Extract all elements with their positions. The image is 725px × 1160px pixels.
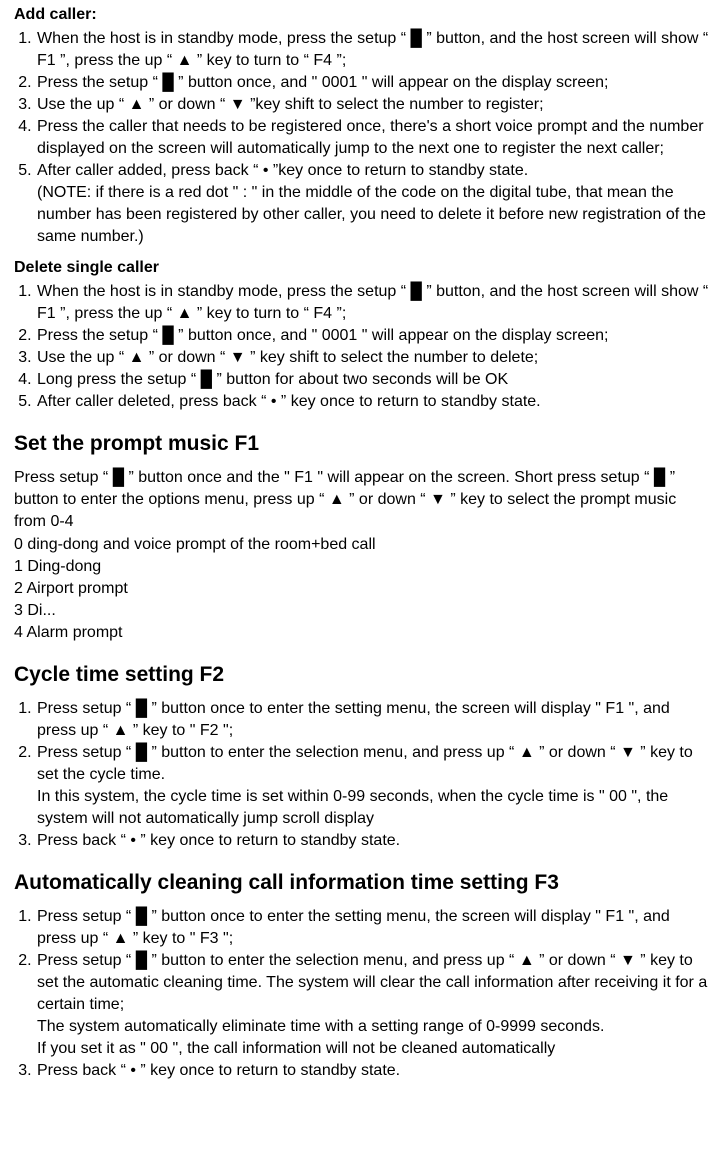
music-option: 3 Di... — [14, 602, 56, 619]
step-text: Long press the setup “ █ ” button for about two seconds will be OK — [37, 371, 509, 388]
step-text: Press the setup “ █ ” button once, and " 0001 " will appear on the display screen; — [37, 74, 609, 91]
step-item — [36, 28, 712, 72]
prompt-music-options — [14, 534, 712, 644]
step-text: Press setup “ █ ” button to enter the selection menu, and press up “ ▲ ” or down “ ▼ ” key to set the automatic cleaning time. The system will clear the call information after receiving it for a certain time; — [37, 952, 708, 1013]
section-delete-caller — [14, 257, 712, 413]
step-text: Press setup “ █ ” button once to enter the setting menu, the screen will display " F1 ", and press up “ ▲ ” key to " F2 "; — [37, 700, 670, 739]
note-paragraph: (NOTE: if there is a red dot " : " in the middle of the code on the digital tube, that mean the number has been registered by other caller, you need to delete it before new registration of the same number.) — [37, 184, 706, 245]
section-auto-clean — [14, 870, 712, 1082]
music-option: 2 Airport prompt — [14, 580, 128, 597]
cycle-time-heading: Cycle time setting F2 — [14, 663, 225, 686]
step-text: Press the setup “ █ ” button once, and " 0001 " will appear on the display screen; — [37, 327, 609, 344]
step-item — [36, 950, 712, 1060]
step-item — [36, 1060, 712, 1082]
auto-clean-heading: Automatically cleaning call information time setting F3 — [14, 871, 559, 894]
section-prompt-music — [14, 431, 712, 644]
step-text: Use the up “ ▲ ” or down “ ▼ ”key shift to select the number to register; — [37, 96, 544, 113]
prompt-music-intro: Press setup “ █ ” button once and the " F1 " will appear on the screen. Short press setup “ █ ” button to enter the options menu, press up “ ▲ ” or down “ ▼ ” key to select the prompt music from 0-4 — [14, 469, 677, 530]
step-item — [36, 160, 712, 248]
step-item — [36, 906, 712, 950]
step-item — [36, 742, 712, 830]
cycle-time-steps — [14, 698, 712, 852]
step-item — [36, 347, 712, 369]
music-option: 4 Alarm prompt — [14, 624, 123, 641]
add-caller-heading: Add caller: — [14, 6, 97, 23]
step-item — [36, 830, 712, 852]
step-item — [36, 698, 712, 742]
step-continuation: In this system, the cycle time is set within 0-99 seconds, when the cycle time is " 00 ", the system will not automatically jump scroll display — [37, 788, 669, 827]
step-continuation: If you set it as " 00 ", the call information will not be cleaned automatically — [37, 1040, 556, 1057]
step-text: Press setup “ █ ” button to enter the selection menu, and press up “ ▲ ” or down “ ▼ ” key to set the cycle time. — [37, 744, 693, 783]
delete-caller-heading: Delete single caller — [14, 259, 159, 276]
step-item — [36, 281, 712, 325]
step-item — [36, 391, 712, 413]
section-add-caller — [14, 4, 712, 248]
step-text: Use the up “ ▲ ” or down “ ▼ ” key shift to select the number to delete; — [37, 349, 539, 366]
auto-clean-steps — [14, 906, 712, 1082]
step-continuation: The system automatically eliminate time with a setting range of 0-9999 seconds. — [37, 1018, 605, 1035]
section-cycle-time — [14, 662, 712, 852]
music-option: 0 ding-dong and voice prompt of the room+bed call — [14, 536, 376, 553]
step-item — [36, 369, 712, 391]
step-text: Press back “ • ” key once to return to standby state. — [37, 832, 401, 849]
step-text: Press setup “ █ ” button once to enter the setting menu, the screen will display " F1 ", and press up “ ▲ ” key to " F3 "; — [37, 908, 670, 947]
prompt-music-heading: Set the prompt music F1 — [14, 432, 260, 455]
step-text: After caller added, press back “ • ”key once to return to standby state. — [37, 162, 529, 179]
delete-caller-steps — [14, 281, 712, 413]
step-item — [36, 94, 712, 116]
step-item — [36, 116, 712, 160]
step-text: After caller deleted, press back “ • ” key once to return to standby state. — [37, 393, 541, 410]
step-text: When the host is in standby mode, press the setup “ █ ” button, and the host screen will show “ F1 ”, press the up “ ▲ ” key to turn to “ F4 ”; — [37, 283, 709, 322]
music-option: 1 Ding-dong — [14, 558, 102, 575]
add-caller-steps — [14, 28, 712, 248]
step-text: Press back “ • ” key once to return to standby state. — [37, 1062, 401, 1079]
step-text: Press the caller that needs to be registered once, there's a short voice prompt and the number displayed on the screen will automatically jump to the next one to register the next caller; — [37, 118, 704, 157]
step-text: When the host is in standby mode, press the setup “ █ ” button, and the host screen will show “ F1 ”, press the up “ ▲ ” key to turn to “ F4 ”; — [37, 30, 709, 69]
step-item — [36, 72, 712, 94]
step-item — [36, 325, 712, 347]
